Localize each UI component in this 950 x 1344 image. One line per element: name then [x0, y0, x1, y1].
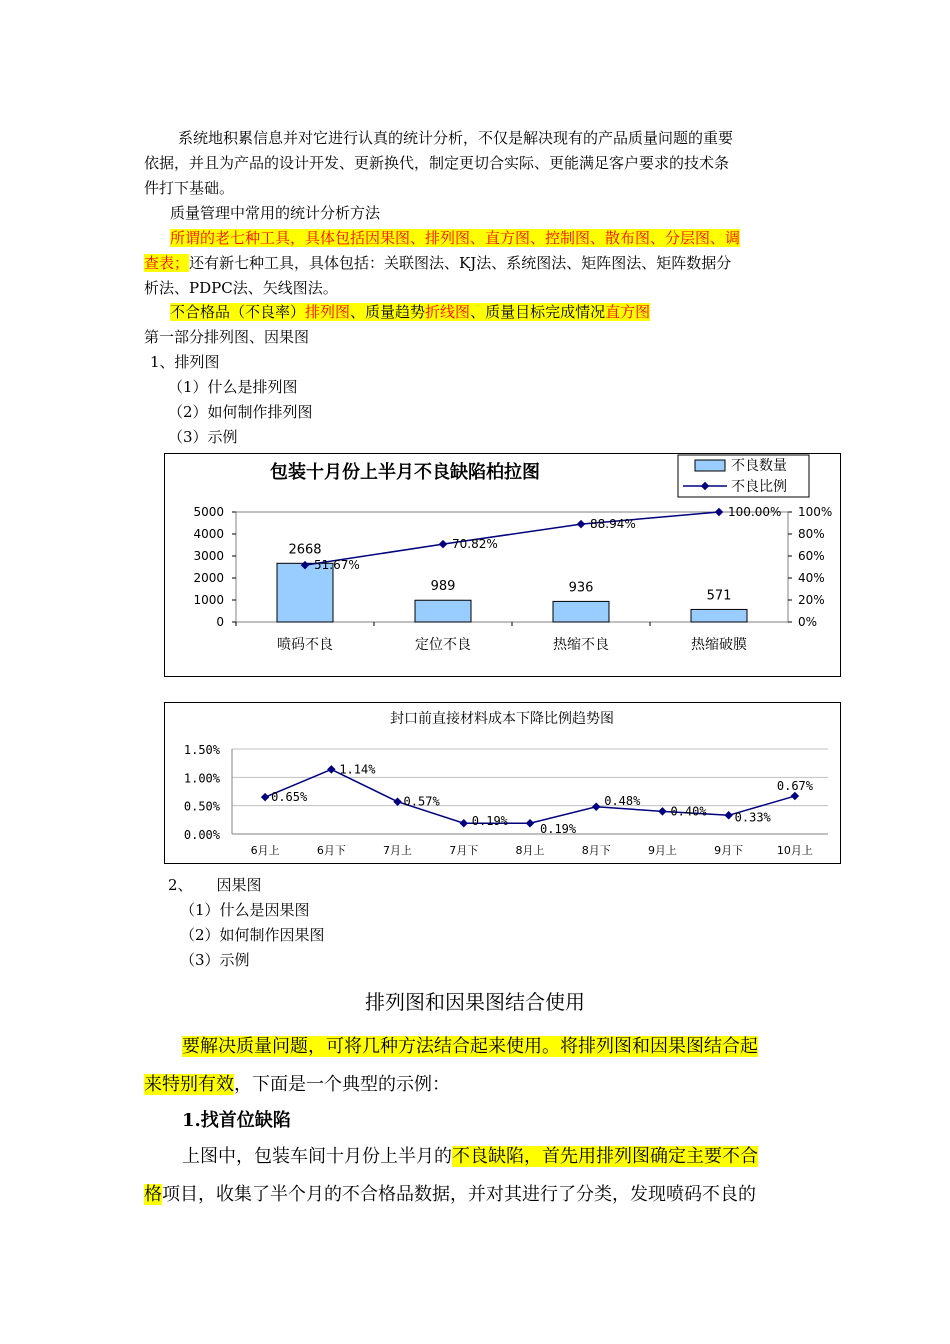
x-tick-label: 9月上	[647, 844, 677, 857]
highlighted-text: 格	[144, 1184, 162, 1205]
trend-value-label: 0.19%	[471, 814, 508, 829]
paragraph-text: 上图中，包装车间十月份上半月的	[182, 1146, 452, 1167]
highlighted-text: 折线图	[425, 303, 471, 321]
y2-tick-label: 60%	[798, 549, 825, 563]
trend-point	[393, 797, 401, 805]
outline-item: （1）什么是排列图	[168, 378, 298, 396]
highlighted-text: 查表；	[144, 254, 190, 272]
bar	[553, 601, 609, 622]
legend-label: 不良比例	[731, 479, 787, 495]
paragraph-text: 项目，收集了半个月的不合格品数据，并对其进行了分类，发现喷码不良的	[162, 1184, 756, 1205]
seven-tools-line	[170, 228, 740, 248]
ratio-label: 70.82%	[452, 537, 498, 552]
chart-title: 封口前直接材料成本下降比例趋势图	[390, 711, 614, 727]
trend-point	[791, 792, 799, 800]
trend-chart-svg	[165, 703, 840, 863]
intro-paragraph-line: 系统地积累信息并对它进行认真的统计分析，不仅是解决现有的产品质量问题的重要	[178, 129, 734, 147]
trend-value-label: 0.67%	[776, 779, 814, 794]
pareto-chart	[164, 453, 841, 677]
pareto-chart-svg	[165, 454, 840, 676]
outline-item: 1、排列图	[150, 353, 220, 371]
outline-item	[168, 875, 262, 895]
y-tick-label: 0	[216, 615, 224, 629]
chart-types-line	[170, 302, 650, 322]
highlighted-text: 排列图	[305, 303, 351, 321]
trend-value-label: 0.19%	[540, 822, 577, 837]
trend-point	[724, 811, 732, 819]
trend-point	[592, 803, 600, 811]
highlighted-text: 直方图	[605, 303, 651, 321]
outline-item: （2）如何制作因果图	[180, 926, 325, 944]
tools-text: 还有新七种工具，具体包括：关联图法、KJ法、系统图法、矩阵图法、矩阵数据分	[189, 254, 732, 272]
section-paragraph-line	[144, 1072, 450, 1098]
ratio-point	[577, 520, 585, 528]
y-tick-label: 4000	[193, 527, 224, 541]
y2-tick-label: 100%	[798, 505, 833, 519]
ratio-point	[439, 540, 447, 548]
x-tick-label: 8月下	[581, 844, 611, 857]
trend-chart	[164, 702, 841, 864]
bar-value-label: 571	[706, 588, 732, 604]
bar-value-label: 2668	[288, 542, 322, 558]
y-tick-label: 0.50%	[183, 799, 220, 814]
x-tick-label: 6月下	[316, 844, 346, 857]
x-tick-label: 9月下	[714, 844, 744, 857]
intro-paragraph-line: 件打下基础。	[144, 179, 235, 197]
y2-tick-label: 0%	[798, 615, 818, 629]
x-tick-label: 定位不良	[415, 637, 471, 653]
ratio-label: 88.94%	[590, 517, 636, 532]
y2-tick-label: 80%	[798, 527, 825, 541]
outline-item: （3）示例	[180, 951, 250, 969]
ratio-line	[305, 512, 719, 565]
ratio-label: 100.00%	[728, 505, 782, 519]
x-tick-label: 热缩破膜	[691, 637, 747, 653]
x-tick-label: 7月下	[449, 844, 479, 857]
highlighted-text: 、质量趋势	[350, 303, 426, 321]
seven-tools-line: 析法、PDPC法、矢线图法。	[144, 279, 338, 297]
methods-title: 质量管理中常用的统计分析方法	[170, 204, 381, 222]
y-tick-label: 1.00%	[183, 771, 220, 786]
section-paragraph-line	[144, 1182, 756, 1208]
legend-swatch-bar	[695, 460, 725, 471]
trend-value-label: 0.40%	[670, 804, 707, 819]
y-tick-label: 5000	[193, 505, 224, 519]
bar	[415, 600, 471, 622]
trend-point	[658, 807, 666, 815]
section-paragraph-line	[182, 1144, 758, 1170]
outline-item: （3）示例	[168, 428, 238, 446]
outline-item: （1）什么是因果图	[180, 901, 310, 919]
chart-title: 包装十月份上半月不良缺陷柏拉图	[270, 462, 540, 483]
trend-value-label: 0.65%	[271, 790, 308, 805]
x-tick-label: 8月上	[515, 844, 545, 857]
y-tick-label: 0.00%	[183, 828, 220, 842]
trend-point	[261, 793, 269, 801]
legend-label: 不良数量	[731, 458, 787, 474]
part-title: 第一部分排列图、因果图	[144, 328, 310, 346]
trend-value-label: 0.57%	[403, 794, 440, 809]
trend-point	[460, 819, 468, 827]
highlighted-text: 不良缺陷，首先用排列图确定主要不合	[452, 1146, 758, 1167]
x-tick-label: 6月上	[250, 844, 280, 857]
x-tick-label: 热缩不良	[553, 637, 609, 653]
paragraph-text: ，下面是一个典型的示例：	[234, 1074, 450, 1095]
ratio-label: 51.67%	[314, 558, 360, 573]
highlighted-text: 来特别有效	[144, 1074, 234, 1095]
section-heading: 排列图和因果图结合使用	[365, 990, 585, 1014]
x-tick-label: 10月上	[776, 844, 813, 857]
y-tick-label: 1.50%	[183, 743, 220, 757]
section-paragraph-line	[182, 1034, 758, 1060]
y-tick-label: 3000	[193, 549, 224, 563]
x-tick-label: 7月上	[383, 844, 413, 857]
ratio-point	[715, 508, 723, 516]
seven-tools-line	[144, 253, 731, 273]
highlighted-text: 不合格品（不良率）	[170, 303, 306, 321]
y-tick-label: 1000	[193, 593, 224, 607]
y2-tick-label: 20%	[798, 593, 825, 607]
outline-item: （2）如何制作排列图	[168, 403, 313, 421]
trend-value-label: 0.33%	[734, 810, 771, 825]
bar-value-label: 989	[430, 579, 456, 595]
highlighted-text: 要解决质量问题，可将几种方法结合起来使用。将排列图和因果图结合起	[182, 1036, 758, 1057]
trend-point	[327, 765, 335, 773]
subsection-title: 1.找首位缺陷	[182, 1110, 291, 1131]
highlighted-text: 所谓的老七种工具，具体包括因果图、排列图、直方图、控制图、散布图、分层图、调	[170, 229, 741, 247]
trend-point	[526, 819, 534, 827]
highlighted-text: 、质量目标完成情况	[470, 303, 606, 321]
outline-number: 2、	[168, 876, 193, 894]
x-tick-label: 喷码不良	[277, 637, 333, 653]
outline-title: 因果图	[216, 876, 262, 894]
bar	[691, 609, 747, 622]
trend-value-label: 1.14%	[339, 762, 376, 777]
trend-value-label: 0.48%	[604, 793, 641, 808]
y2-tick-label: 40%	[798, 571, 825, 585]
y-tick-label: 2000	[193, 571, 224, 585]
bar-value-label: 936	[568, 580, 594, 596]
intro-paragraph-line: 依据，并且为产品的设计开发、更新换代，制定更切合实际、更能满足客户要求的技术条	[144, 154, 730, 172]
